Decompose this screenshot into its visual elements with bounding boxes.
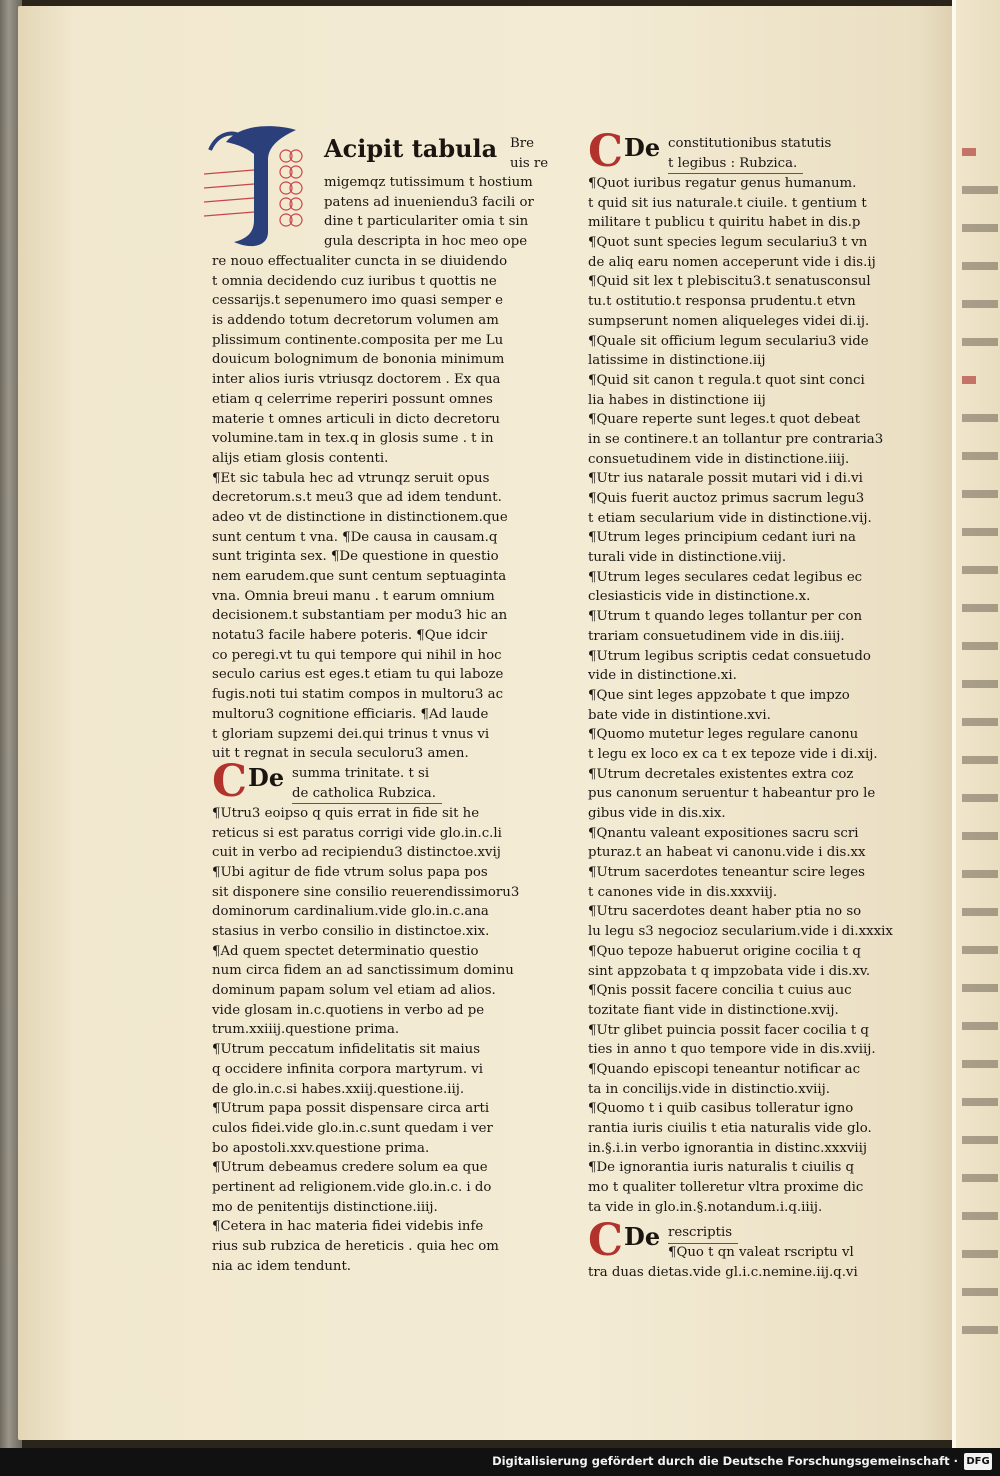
heading-de: De: [624, 133, 661, 162]
text-line: rantia iuris ciuilis t etia naturalis vide glo.: [588, 1121, 872, 1136]
text-line: volumine.tam in tex.q in glosis sume . t in: [212, 431, 494, 447]
text-line: re nouo effectualiter cuncta in se diuidendo: [212, 254, 508, 269]
heading-line: summa trinitate. t si: [292, 765, 430, 781]
adjacent-text-mark: [962, 956, 998, 992]
adjacent-text-mark: [962, 880, 998, 916]
text-line: q occidere infinita corpora martyrum. vi: [212, 1061, 484, 1077]
text-line: cessarijs.t sepenumero imo quasi semper e: [212, 293, 504, 309]
text-line: patens ad inueniendu3 facili or: [324, 194, 534, 210]
text-line: tu.t ostitutio.t responsa prudentu.t etvn: [588, 294, 856, 310]
text-line: ¶Utrum leges principium cedant iuri na: [588, 530, 856, 546]
adjacent-text-mark: [962, 310, 998, 346]
adjacent-text-mark: [962, 576, 998, 612]
text-line: ties in anno t quo tempore vide in dis.xviij.: [588, 1042, 876, 1058]
text-line: ¶Quot iuribus regatur genus humanum.: [588, 176, 857, 191]
red-initial-icon: C: [588, 126, 624, 177]
adjacent-text-mark: [962, 158, 998, 194]
text-line: ¶Utrum debeamus credere solum ea que: [212, 1160, 488, 1176]
adjacent-text-mark: [962, 1070, 998, 1106]
text-line: pus canonum seruentur t habeantur pro le: [588, 786, 876, 802]
text-line: ¶Utrum legibus scriptis cedat consuetudo: [588, 648, 871, 664]
text-line: de aliq earu nomen acceperunt vide i dis.ij: [588, 254, 876, 270]
adjacent-text-mark: [962, 728, 998, 764]
text-line: ¶Utr glibet puincia possit facer cocilia t q: [588, 1022, 869, 1038]
text-line: pturaz.t an habeat vi canonu.vide i dis.xx: [588, 845, 866, 861]
incipit-side: [510, 134, 548, 173]
text-line: dominorum cardinalium.vide glo.in.c.ana: [212, 904, 489, 920]
text-line: consuetudinem vide in distinctione.iiij.: [588, 451, 850, 467]
text-line: migemqz tutissimum t hostium: [324, 175, 533, 190]
text-line: t gloriam supzemi dei.qui trinus t vnus vi: [212, 726, 490, 742]
adjacent-text-mark: [962, 1260, 998, 1296]
rubric-heading-rescriptis: [588, 1215, 913, 1267]
right-column: [588, 126, 913, 1283]
adjacent-page-edge: [952, 0, 1000, 1448]
adjacent-text-mark: [962, 918, 998, 954]
text-line: gibus vide in dis.xix.: [588, 806, 726, 821]
text-line: ¶Utru3 eoipso q quis errat in fide sit he: [212, 805, 480, 821]
text-line: t quid sit ius naturale.t ciuile. t gentium t: [588, 195, 867, 211]
adjacent-text-mark: [962, 1146, 998, 1182]
text-line: ¶Que sint leges appzobate t que impzo: [588, 687, 850, 703]
text-line: lu legu s3 negocioz secularium.vide i di.xxxix: [588, 924, 893, 940]
adjacent-text-mark: [962, 538, 998, 574]
text-line: nia ac idem tendunt.: [212, 1258, 352, 1274]
text-line: adeo vt de distinctione in distinctionem.que: [212, 509, 508, 525]
text-line: is addendo totum decretorum volumen am: [212, 313, 499, 329]
text-line: vide in distinctione.xi.: [588, 668, 737, 684]
heading-line: t legibus : Rubzica.: [668, 154, 803, 175]
text-line: decretorum.s.t meu3 que ad idem tendunt.: [212, 490, 502, 506]
text-line: ¶Cetera in hac materia fidei videbis infe: [212, 1219, 484, 1235]
adjacent-text-mark: [962, 1222, 998, 1258]
adjacent-text-mark: [962, 652, 998, 688]
text-line: t canones vide in dis.xxxviij.: [588, 884, 778, 900]
text-line: militare t publicu t quiritu habet in dis.p: [588, 215, 861, 231]
adjacent-text-mark: [962, 196, 998, 232]
text-line: pertinent ad religionem.vide glo.in.c. i do: [212, 1179, 492, 1195]
text-line: ¶Quomo t i quib casibus tolleratur igno: [588, 1101, 854, 1117]
text-line: Bre: [510, 136, 534, 151]
adjacent-text-mark: [962, 690, 998, 726]
text-line: mo t qualiter tolleretur vltra proxime dic: [588, 1180, 864, 1196]
text-line: ¶Qnantu valeant expositiones sacru scri: [588, 825, 859, 841]
heading-de: De: [624, 1222, 661, 1252]
text-line: turali vide in distinctione.viij.: [588, 550, 787, 566]
adjacent-rubric-mark: [962, 120, 976, 156]
text-line: de glo.in.c.si habes.xxiij.questione.iij.: [212, 1081, 465, 1097]
adjacent-text-mark: [962, 1032, 998, 1068]
incipit-block: [212, 134, 552, 252]
text-line: ¶Utrum papa possit dispensare circa arti: [212, 1101, 490, 1117]
adjacent-rubric-mark: [962, 348, 976, 384]
text-line: uis re: [510, 155, 549, 171]
heading-text: [292, 764, 442, 804]
heading-text: [668, 1223, 738, 1244]
adjacent-text-mark: [962, 1298, 998, 1334]
text-line: tra duas dietas.vide gl.i.c.nemine.iij.q.vi: [588, 1265, 858, 1281]
adjacent-text-mark: [962, 234, 998, 270]
text-line: cuit in verbo ad recipiendu3 distinctoe.xvij: [212, 845, 501, 861]
text-line: culos fidei.vide glo.in.c.sunt quedam i ver: [212, 1120, 493, 1136]
text-line: vide glosam in.c.quotiens in verbo ad pe: [212, 1002, 485, 1018]
text-line: t etiam secularium vide in distinctione.vij.: [588, 510, 872, 526]
text-line: multoru3 cognitione efficiaris. ¶Ad laude: [212, 706, 489, 722]
text-line: bo apostoli.xxv.questione prima.: [212, 1140, 430, 1156]
adjacent-text-mark: [962, 994, 998, 1030]
text-line: ¶Utrum peccatum infidelitatis sit maius: [212, 1042, 481, 1058]
text-line: ¶Utrum sacerdotes teneantur scire leges: [588, 865, 865, 881]
adjacent-text-mark: [962, 804, 998, 840]
text-line: plissimum continente.composita per me Lu: [212, 332, 504, 348]
text-line: ¶Et sic tabula hec ad vtrunqz seruit opus: [212, 470, 490, 486]
adjacent-text-mark: [962, 766, 998, 802]
digitization-footer: [0, 1448, 1000, 1476]
text-line: ¶Quo tepoze habuerut origine cocilia t q: [588, 943, 861, 959]
right-entries: [588, 174, 913, 1217]
text-line: uit t regnat in secula seculoru3 amen.: [212, 746, 469, 762]
heading-line: de catholica Rubzica.: [292, 784, 442, 805]
text-line: ¶Quo t qn valeat rscriptu vl: [668, 1245, 854, 1261]
text-line: gula descripta in hoc meo ope: [324, 234, 528, 250]
text-line: ¶Quare reperte sunt leges.t quot debeat: [588, 412, 861, 428]
left-entries: [212, 804, 552, 1277]
adjacent-text-mark: [962, 424, 998, 460]
text-line: in se continere.t an tollantur pre contraria3: [588, 431, 884, 447]
heading-line: constitutionibus statutis: [668, 136, 832, 151]
text-line: ¶Quis fuerit auctoz primus sacrum legu3: [588, 491, 865, 506]
text-line: clesiasticis vide in distinctione.x.: [588, 589, 811, 605]
dfg-logo-icon: DFG: [964, 1453, 992, 1470]
text-line: t omnia decidendo cuz iuribus t quottis ne: [212, 273, 497, 289]
text-line: ¶Quando episcopi teneantur notificar ac: [588, 1061, 861, 1077]
footer-credit: Digitalisierung gefördert durch die Deutsche Forschungsgemeinschaft ·: [492, 1454, 958, 1468]
text-line: sunt centum t vna. ¶De causa in causam.q: [212, 529, 498, 545]
text-line: materie t omnes articuli in dicto decretoru: [212, 411, 500, 427]
text-line: etiam q celerrime reperiri possunt omnes: [212, 391, 493, 407]
text-line: dine t particulariter omia t sin: [324, 214, 529, 230]
text-line: mo de penitentijs distinctione.iiij.: [212, 1199, 438, 1215]
text-line: sint appzobata t q impzobata vide i dis.xv.: [588, 963, 871, 979]
adjacent-text-mark: [962, 272, 998, 308]
text-line: ta vide in glo.in.§.notandum.i.q.iiij.: [588, 1199, 823, 1215]
text-line: lia habes in distinctione iij: [588, 392, 766, 408]
text-line: latissime in distinctione.iij: [588, 353, 766, 369]
heading-text: [668, 134, 831, 174]
text-line: ¶Ad quem spectet determinatio questio: [212, 943, 479, 959]
adjacent-text-mark: [962, 614, 998, 650]
text-line: ta in concilijs.vide in distinctio.xviij.: [588, 1081, 831, 1097]
text-line: co peregi.vt tu qui tempore qui nihil in hoc: [212, 647, 502, 663]
adjacent-text-mark: [962, 1108, 998, 1144]
text-line: ¶Quale sit officium legum seculariu3 vide: [588, 333, 869, 349]
text-line: sunt triginta sex. ¶De questione in questio: [212, 549, 499, 565]
rubric-heading-constitutionibus: [588, 126, 913, 177]
left-column: [212, 134, 552, 1276]
text-line: ¶Utrum decretales existentes extra coz: [588, 766, 854, 782]
heading-line: rescriptis: [668, 1223, 738, 1244]
text-line: ¶Utr ius natarale possit mutari vid i di.vi: [588, 471, 863, 487]
text-line: ¶Qnis possit facere concilia t cuius auc: [588, 983, 852, 999]
text-line: ¶Quot sunt species legum seculariu3 t vn: [588, 235, 868, 251]
adjacent-text-mark: [962, 386, 998, 422]
text-line: ¶Utru sacerdotes deant haber ptia no so: [588, 904, 862, 920]
adjacent-text-mark: [962, 1184, 998, 1220]
text-line: rius sub rubzica de hereticis . quia hec om: [212, 1239, 499, 1254]
adjacent-text-mark: [962, 842, 998, 878]
text-line: tozitate fiant vide in distinctione.xvij.: [588, 1002, 839, 1018]
text-line: ¶De ignorantia iuris naturalis t ciuilis q: [588, 1160, 855, 1176]
text-line: notatu3 facile habere poteris. ¶Que idcir: [212, 628, 488, 644]
text-line: inter alios iuris vtriusqz doctorem . Ex qua: [212, 372, 501, 388]
text-line: sumpserunt nomen aliqueleges videi di.ij.: [588, 313, 870, 329]
text-line: dominum papam solum vel etiam ad alios.: [212, 983, 496, 999]
text-line: douicum bolognimum de bononia minimum: [212, 352, 505, 368]
text-line: in.§.i.in verbo ignorantia in distinc.xxxviij: [588, 1140, 867, 1156]
text-line: ¶Utrum leges seculares cedat legibus ec: [588, 569, 863, 585]
text-line: bate vide in distintione.xvi.: [588, 707, 771, 723]
adjacent-text-mark: [962, 462, 998, 498]
text-line: fugis.noti tui statim compos in multoru3 ac: [212, 687, 504, 703]
text-line: alijs etiam glosis contenti.: [212, 450, 389, 466]
incipit-continuation: [324, 173, 552, 252]
text-line: ¶Ubi agitur de fide vtrum solus papa pos: [212, 864, 488, 880]
text-line: stasius in verbo consilio in distinctoe.xix.: [212, 924, 490, 939]
text-line: reticus si est paratus corrigi vide glo.in.c.li: [212, 825, 502, 841]
text-line: ¶Quid sit lex t plebiscitu3.t senatusconsul: [588, 274, 871, 290]
adjacent-text-mark: [962, 500, 998, 536]
rubric-heading-summa-trinitate: [212, 755, 552, 807]
left-body-text: [212, 252, 552, 764]
text-line: ¶Quomo mutetur leges regulare canonu: [588, 727, 859, 743]
text-line: vna. Omnia breui manu . t earum omnium: [212, 588, 495, 604]
text-line: trariam consuetudinem vide in dis.iiij.: [588, 628, 845, 644]
text-line: ¶Utrum t quando leges tollantur per con: [588, 609, 863, 625]
incipit-title: Acipit tabula: [324, 134, 498, 163]
text-line: ¶Quid sit canon t regula.t quot sint conci: [588, 372, 865, 388]
text-line: seculo carius est eges.t etiam tu qui laboze: [212, 667, 504, 683]
heading-de: De: [248, 762, 285, 792]
text-line: num circa fidem an ad sanctissimum dominu: [212, 963, 514, 979]
text-line: trum.xxiiij.questione prima.: [212, 1022, 400, 1038]
illuminated-initial-i-icon: [204, 120, 324, 258]
red-initial-icon: C: [212, 755, 248, 807]
text-line: nem earudem.que sunt centum septuaginta: [212, 569, 507, 584]
red-initial-icon: C: [588, 1215, 624, 1267]
text-line: decisionem.t substantiam per modu3 hic an: [212, 608, 508, 624]
text-line: sit disponere sine consilio reuerendissimoru3: [212, 884, 520, 900]
manuscript-page: [18, 6, 968, 1440]
text-line: t legu ex loco ex ca t ex tepoze vide i di.xij.: [588, 746, 878, 762]
